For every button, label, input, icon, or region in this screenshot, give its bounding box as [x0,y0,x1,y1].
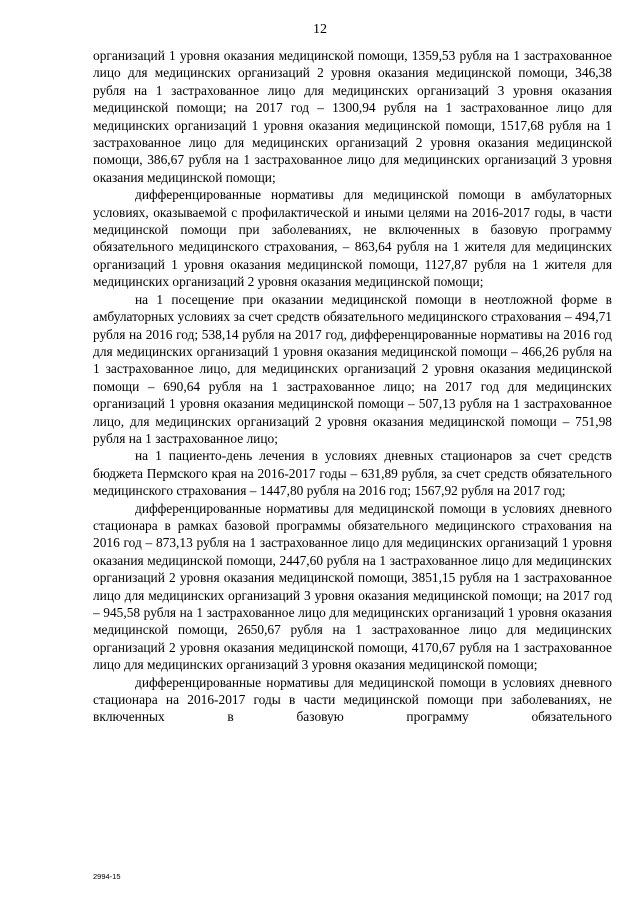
paragraph-5: дифференцированные нормативы для медицинской помощи в условиях дневного стационара в рамках базовой программы обязательного медицинского страхования на 2016 год – 873,13 рубля на 1 застрахованное лицо для медицинских организаций 1 уровня оказания медицинской помощи, 2447,60 рубля на 1 застрахованное лицо для медицинских организаций 2 уровня оказания медицинской помощи, 3851,15 рубля на 1 застрахованное лицо для медицинских организаций 3 уровня оказания медицинской помощи; на 2017 год – 945,58 рубля на 1 застрахованное лицо для медицинских организаций 1 уровня оказания медицинской помощи, 2650,67 рубля на 1 застрахованное лицо для медицинских организаций 2 уровня оказания медицинской помощи, 4170,67 рубля на 1 застрахованное лицо для медицинских организаций 3 уровня оказания медицинской помощи; [93,500,612,673]
paragraph-3: на 1 посещение при оказании медицинской помощи в неотложной форме в амбулаторных условиях за счет средств обязательного медицинского страхования – 494,71 рубля на 2016 год; 538,14 рубля на 2017 год, дифференцированные нормативы на 2016 год для медицинских организаций 1 уровня оказания медицинской помощи – 466,26 рубля на 1 застрахованное лицо, для медицинских организаций 2 уровня оказания медицинской помощи – 690,64 рубля на 1 застрахованное лицо; на 2017 год для медицинских организаций 1 уровня оказания медицинской помощи – 507,13 рубля на 1 застрахованное лицо, для медицинских организаций 2 уровня оказания медицинской помощи – 751,98 рубля на 1 застрахованное лицо; [93,291,612,446]
paragraph-6: дифференцированные нормативы для медицинской помощи в условиях дневного стационара на 2016-2017 годы в части медицинской помощи при заболеваниях, не включенных в базовую программу обязательного [93,674,612,725]
paragraph-1: организаций 1 уровня оказания медицинской помощи, 1359,53 рубля на 1 застрахованное лицо для медицинских организаций 2 уровня оказания медицинской помощи, 346,38 рубля на 1 застрахованное лицо для медицинских организаций 3 уровня оказания медицинской помощи; на 2017 год – 1300,94 рубля на 1 застрахованное лицо для медицинских организаций 1 уровня оказания медицинской помощи, 1517,68 рубля на 1 застрахованное лицо для медицинских организаций 2 уровня оказания медицинской помощи, 386,67 рубля на 1 застрахованное лицо для медицинских организаций 3 уровня оказания медицинской помощи; [93,48,612,185]
page-number: 12 [313,22,327,37]
document-code: 2994-15 [93,872,121,881]
paragraph-4: на 1 пациенто-день лечения в условиях дневных стационаров за счет средств бюджета Пермского края на 2016-2017 годы – 631,89 рубля, за счет средств обязательного медицинского страхования – 1447,80 рубля на 2016 год; 1567,92 рубля на 2017 год; [93,448,612,499]
document-body [93,47,612,726]
paragraph-2: дифференцированные нормативы для медицинской помощи в амбулаторных условиях, оказываемой с профилактической и иными целями на 2016-2017 годы, в части медицинской помощи при заболеваниях, не включенных в базовую программу обязательного медицинского страхования, – 863,64 рубля на 1 жителя для медицинских организаций 1 уровня оказания медицинской помощи, 1127,87 рубля на 1 жителя для медицинских организаций 2 уровня оказания медицинской помощи; [93,187,612,290]
